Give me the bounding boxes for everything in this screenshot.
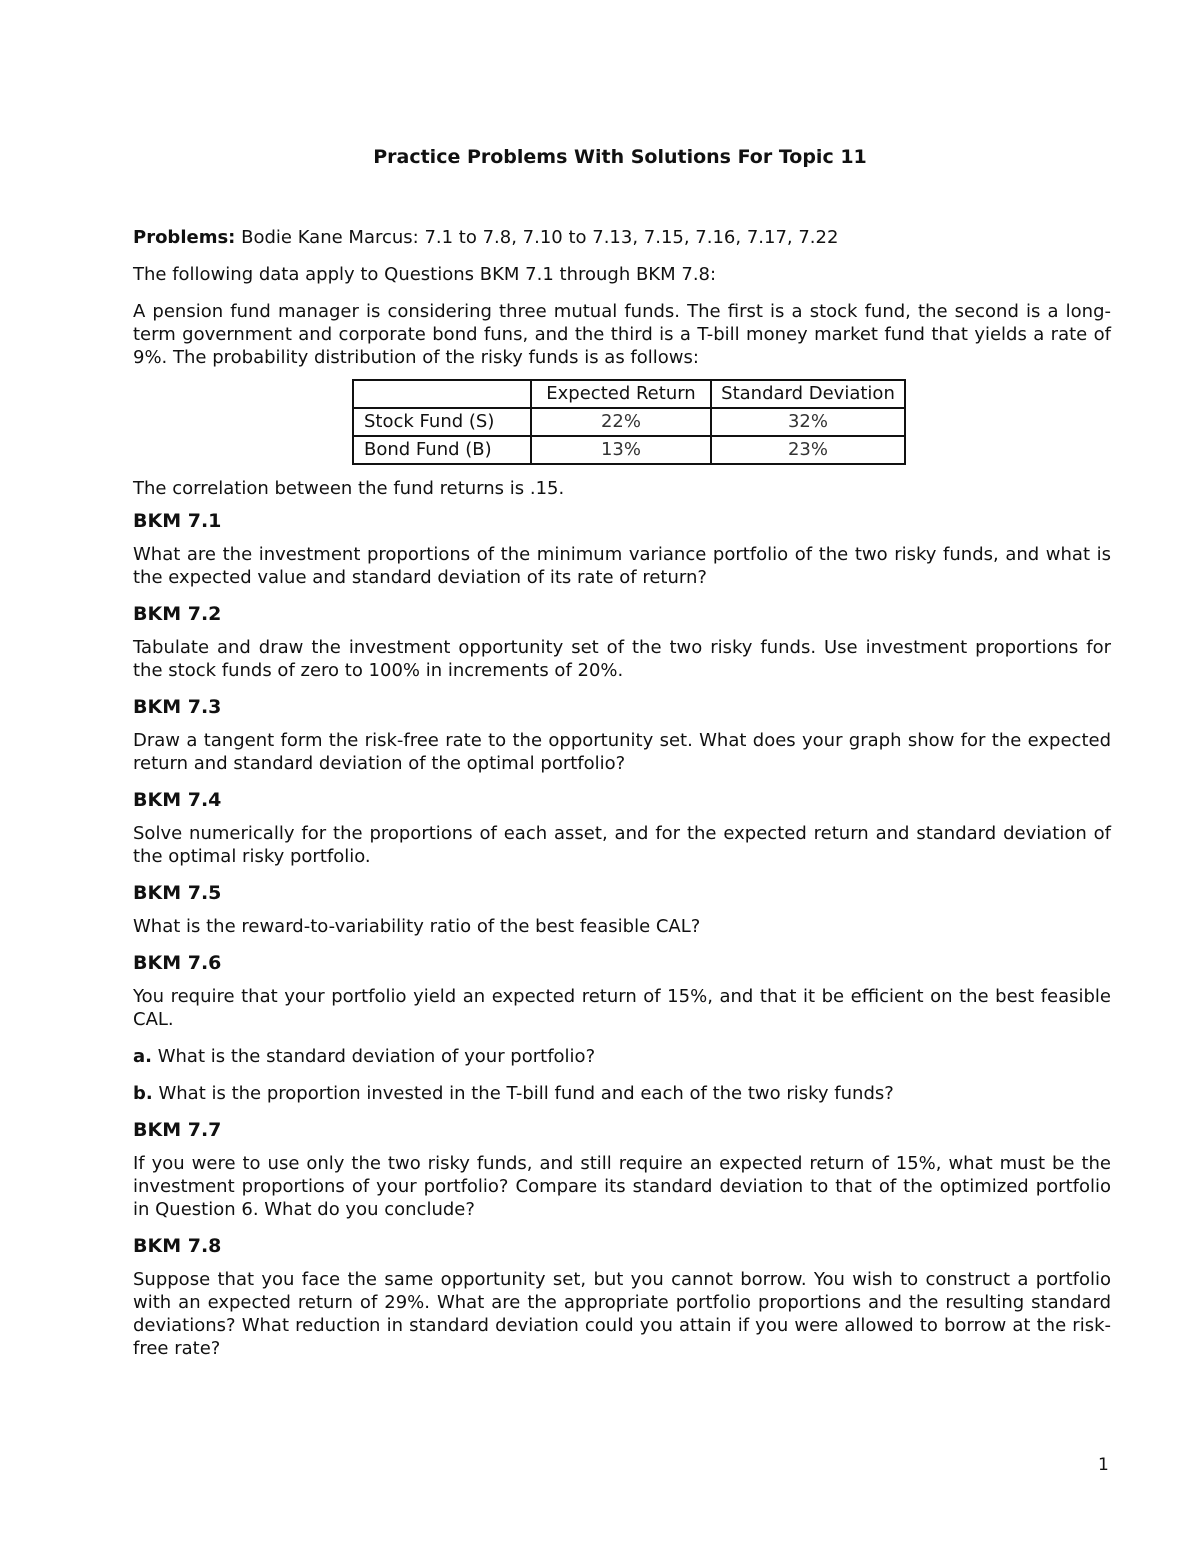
page-title: Practice Problems With Solutions For Topic 11 (373, 146, 867, 168)
problems-text: Bodie Kane Marcus: 7.1 to 7.8, 7.10 to 7.13, 7.15, 7.16, 7.17, 7.22 (241, 227, 839, 248)
question-text: You require that your portfolio yield an expected return of 15%, and that it be efficient on the best feasible CAL. (133, 986, 1111, 1030)
table-cell-fund: Bond Fund (B) (353, 436, 531, 464)
question-heading: BKM 7.3 (133, 696, 222, 718)
problems-label: Problems: (133, 227, 236, 248)
question-text: Solve numerically for the proportions of each asset, and for the expected return and standard deviation of the optimal risky portfolio. (133, 823, 1111, 867)
question-part (133, 1045, 1111, 1068)
question-text: If you were to use only the two risky funds, and still require an expected return of 15%, what must be the investment proportions of your portfolio? Compare its standard deviation to that of the optimized portfolio in Question 6. What do you conclude? (133, 1153, 1111, 1220)
table-row (353, 408, 905, 436)
part-label: a. (133, 1046, 152, 1067)
scenario-paragraph: A pension fund manager is considering three mutual funds. The first is a stock fund, the second is a long-term government and corporate bond funs, and the third is a T-bill money market fund that yields a rate of 9%. The probability distribution of the risky funds is as follows: (133, 301, 1111, 368)
correlation-paragraph: The correlation between the fund returns is .15. (133, 478, 565, 499)
part-label: b. (133, 1083, 153, 1104)
part-text: What is the proportion invested in the T-bill fund and each of the two risky funds? (158, 1083, 894, 1104)
table-cell-expected-return: 13% (531, 436, 711, 464)
question-heading: BKM 7.6 (133, 952, 222, 974)
document-body (133, 226, 1111, 1360)
question-text: Tabulate and draw the investment opportunity set of the two risky funds. Use investment proportions for the stock funds of zero to 100% in increments of 20%. (133, 637, 1111, 681)
table-header-row (353, 380, 905, 408)
table-cell-std-dev: 32% (711, 408, 905, 436)
table-cell-expected-return: 22% (531, 408, 711, 436)
distribution-table (352, 379, 906, 465)
question-heading: BKM 7.8 (133, 1235, 222, 1257)
question-text: What are the investment proportions of the minimum variance portfolio of the two risky funds, and what is the expected value and standard deviation of its rate of return? (133, 544, 1111, 588)
question-heading: BKM 7.1 (133, 510, 222, 532)
table-header-cell (353, 380, 531, 408)
part-text: What is the standard deviation of your portfolio? (157, 1046, 596, 1067)
table-cell-std-dev: 23% (711, 436, 905, 464)
question-text: Draw a tangent form the risk-free rate to the opportunity set. What does your graph show for the expected return and standard deviation of the optimal portfolio? (133, 730, 1111, 774)
question-text: What is the reward-to-variability ratio of the best feasible CAL? (133, 916, 701, 937)
intro-paragraph: The following data apply to Questions BKM 7.1 through BKM 7.8: (133, 264, 717, 285)
table-header-cell: Standard Deviation (711, 380, 905, 408)
table-row (353, 436, 905, 464)
table-cell-fund: Stock Fund (S) (353, 408, 531, 436)
table-header-cell: Expected Return (531, 380, 711, 408)
question-heading: BKM 7.7 (133, 1119, 222, 1141)
question-heading: BKM 7.5 (133, 882, 222, 904)
problems-line (133, 226, 1111, 249)
question-text: Suppose that you face the same opportunity set, but you cannot borrow. You wish to construct a portfolio with an expected return of 29%. What are the appropriate portfolio proportions and the resulting standard deviations? What reduction in standard deviation could you attain if you were allowed to borrow at the risk-free rate? (133, 1269, 1111, 1359)
question-heading: BKM 7.2 (133, 603, 222, 625)
question-part (133, 1082, 1111, 1105)
question-heading: BKM 7.4 (133, 789, 222, 811)
page-number: 1 (1098, 1455, 1109, 1475)
